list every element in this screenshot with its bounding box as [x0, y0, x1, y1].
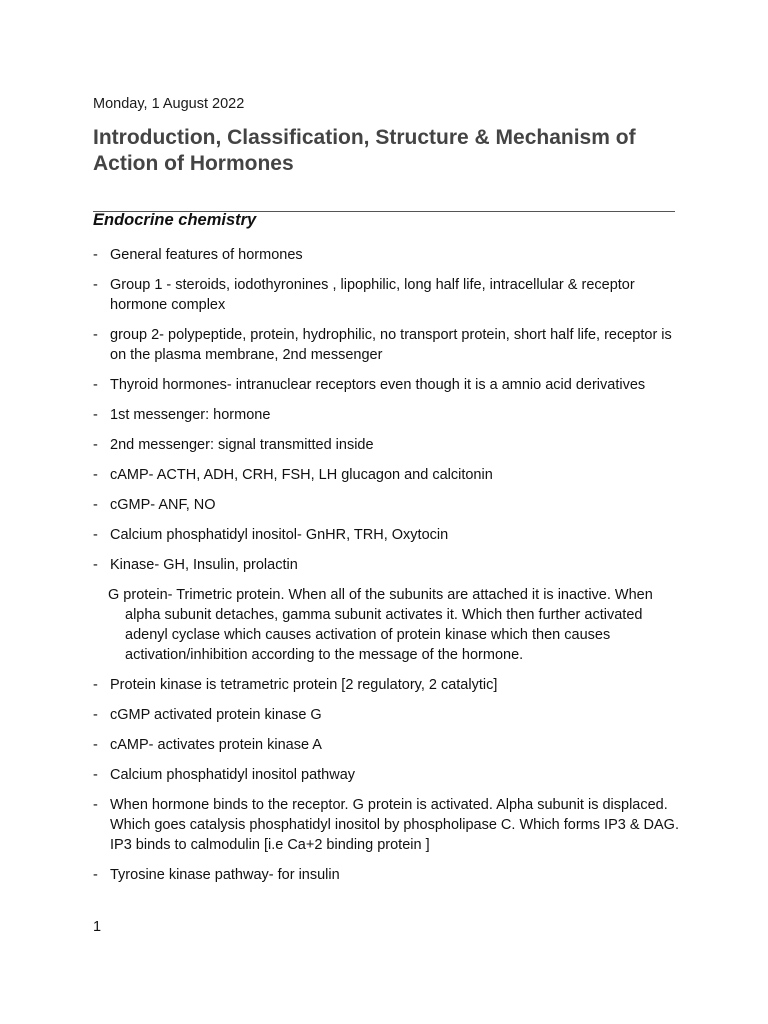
bullet-dash: - [93, 677, 98, 693]
list-item [93, 765, 683, 785]
bullet-dash: - [93, 277, 98, 293]
list-item-text: cAMP- ACTH, ADH, CRH, FSH, LH glucagon and calcitonin [110, 467, 493, 483]
list-item-text: Protein kinase is tetrametric protein [2 regulatory, 2 catalytic] [110, 677, 498, 693]
list-item-text: cGMP- ANF, NO [110, 497, 216, 513]
bullet-dash: - [93, 707, 98, 723]
list-item-text: group 2- polypeptide, protein, hydrophilic, no transport protein, short half life, receptor is on the plasma membrane, 2nd messenger [110, 327, 672, 363]
list-item [93, 325, 683, 365]
list-item [93, 675, 683, 695]
list-item [93, 435, 683, 455]
bullet-dash: - [93, 247, 98, 263]
page-title: Introduction, Classification, Structure & Mechanism of Action of Hormones [93, 126, 636, 175]
list-item [93, 525, 683, 545]
list-item-text: Tyrosine kinase pathway- for insulin [110, 867, 340, 883]
list-item [93, 375, 683, 395]
bullet-dash: - [93, 867, 98, 883]
list-item-text: Calcium phosphatidyl inositol- GnHR, TRH, Oxytocin [110, 527, 449, 543]
notes-list [93, 245, 683, 895]
list-item [93, 705, 683, 725]
section-heading: Endocrine chemistry [93, 211, 257, 229]
list-item [93, 495, 683, 515]
bullet-group-b [93, 675, 683, 885]
list-item-text: When hormone binds to the receptor. G protein is activated. Alpha subunit is displaced. Which goes catalysis phosphatidyl inositol by phospholipase C. Which forms IP3 & DAG. IP3 binds to calmodulin [i.e Ca+2 binding protein ] [110, 797, 679, 853]
bullet-dash: - [93, 377, 98, 393]
list-item-text: General features of hormones [110, 247, 303, 263]
bullet-dash: - [93, 797, 98, 813]
list-item [93, 245, 683, 265]
list-item [93, 405, 683, 425]
list-item-text: Kinase- GH, Insulin, prolactin [110, 557, 298, 573]
list-item-text: Calcium phosphatidyl inositol pathway [110, 767, 356, 783]
bullet-dash: - [93, 327, 98, 343]
page-number: 1 [93, 919, 102, 935]
bullet-group-a [93, 245, 683, 575]
list-item-text: Thyroid hormones- intranuclear receptors even though it is a amnio acid derivatives [110, 377, 646, 393]
list-item-text: 1st messenger: hormone [110, 407, 271, 423]
list-item [93, 275, 683, 315]
list-item-text: cGMP activated protein kinase G [110, 707, 322, 723]
note-date: Monday, 1 August 2022 [93, 96, 245, 112]
bullet-dash: - [93, 467, 98, 483]
list-item [93, 795, 683, 855]
list-item [93, 465, 683, 485]
list-item-text: cAMP- activates protein kinase A [110, 737, 322, 753]
bullet-dash: - [93, 737, 98, 753]
g-protein-paragraph: G protein- Trimetric protein. When all of the subunits are attached it is inactive. When alpha subunit detaches, gamma subunit activates it. Which then further activated adenyl cyclase which causes activation of protein kinase which then causes activation/inhibition according to the message of the hormone. [108, 587, 653, 663]
bullet-dash: - [93, 767, 98, 783]
bullet-dash: - [93, 557, 98, 573]
list-item-text: 2nd messenger: signal transmitted inside [110, 437, 374, 453]
list-item [93, 555, 683, 575]
bullet-dash: - [93, 407, 98, 423]
list-item [93, 735, 683, 755]
bullet-dash: - [93, 497, 98, 513]
bullet-dash: - [93, 527, 98, 543]
bullet-dash: - [93, 437, 98, 453]
list-item-text: Group 1 - steroids, iodothyronines , lipophilic, long half life, intracellular & receptor hormone complex [110, 277, 635, 313]
list-item [93, 865, 683, 885]
